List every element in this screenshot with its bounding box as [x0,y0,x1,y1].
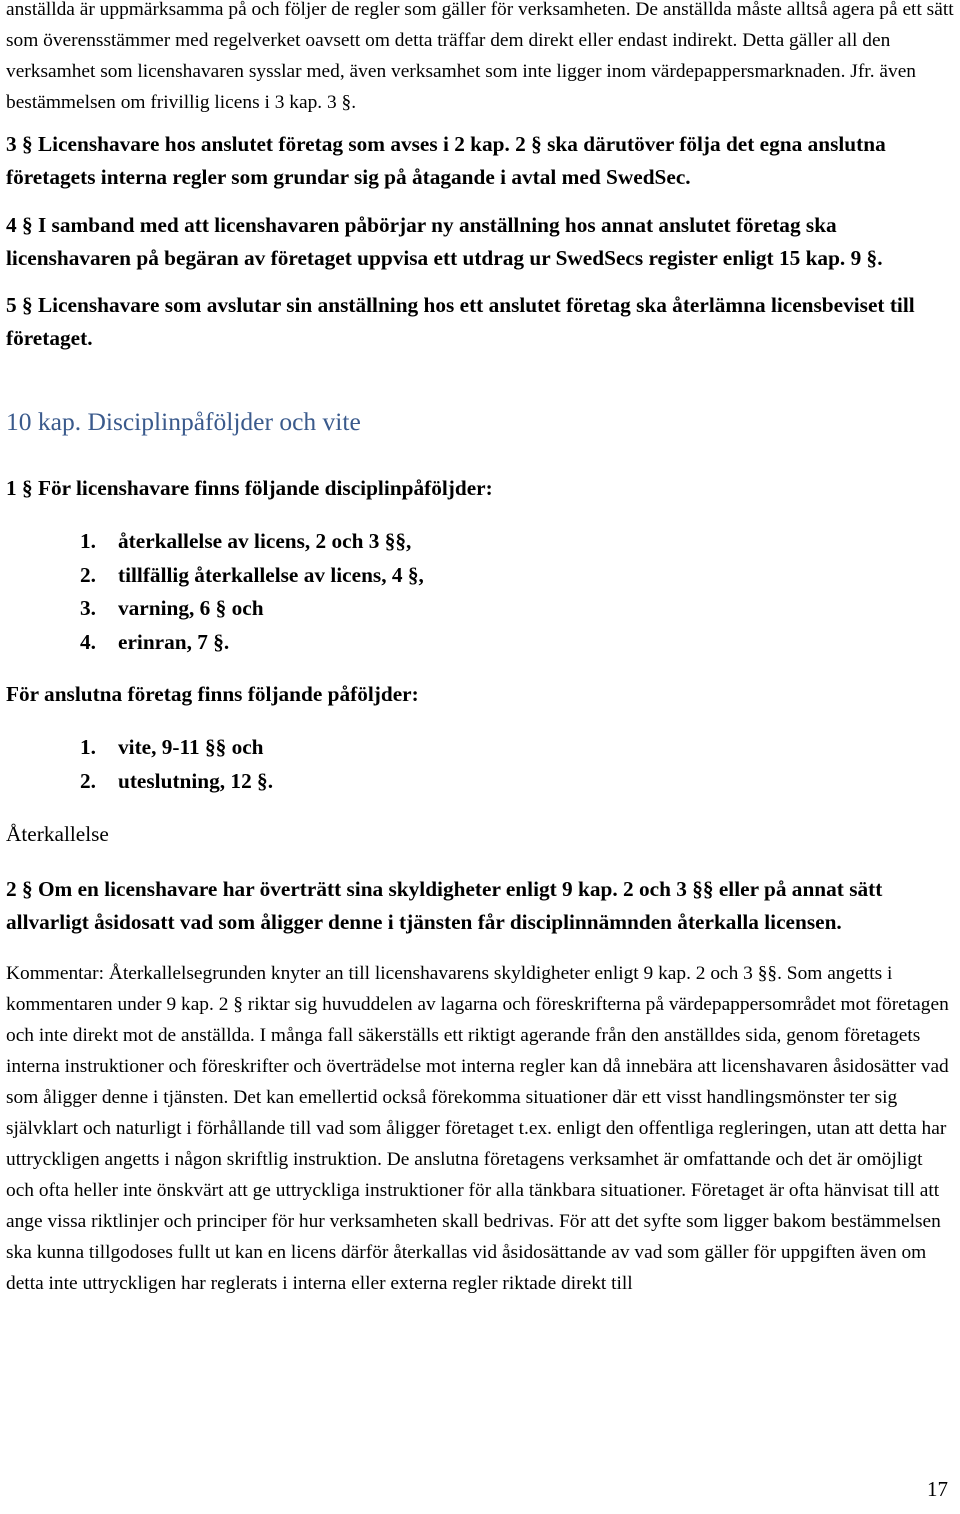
intro-paragraph: anställda är uppmärksamma på och följer de regler som gäller för verksamheten. De anställda måste alltså agera på ett sätt som överensstämmer med regelverket oavsett om detta träffar dem direkt eller endast indirekt. Detta gäller all den verksamhet som licenshavaren sysslar med, även verksamhet som inte ligger inom värdepappersmarknaden. Jfr. även bestämmelsen om frivillig licens i 3 kap. 3 §. [6,0,954,113]
page-number: 17 [927,1477,948,1501]
section-2-paragraph: 2 § Om en licenshavare har överträtt sina skyldigheter enligt 9 kap. 2 och 3 §§ eller på annat sätt allvarligt åsidosatt vad som åligger denne i tjänsten får disciplinnämnden återkalla licensen. [6,877,883,934]
list-item: 4. erinran, 7 §. [80,629,230,654]
section-4-paragraph: 4 § I samband med att licenshavaren påbörjar ny anställning hos annat anslutet företag ska licenshavaren på begäran av företaget uppvisa ett utdrag ur SwedSecs register enligt 15 kap. 9 §. [6,213,883,270]
commentary-paragraph: Kommentar: Återkallelsegrunden knyter an till licenshavarens skyldigheter enligt 9 kap. 2 och 3 §§. Som angetts i kommentaren under 9 kap. 2 § riktar sig huvuddelen av lagarna och föreskrifterna på värdepappersområdet mot företagen och inte direkt mot de anställda. I många fall säkerställs ett riktigt agerande från den anställdes sida, genom företagets interna instruktioner och föreskrifter och överträdelse mot interna regler kan då innebära att licenshavaren åsidosätter vad som åligger denne i tjänsten. Det kan emellertid också förekomma situationer där ett visst handlingsmönster ter sig självklart och naturligt i förhållande till vad som åligger företaget t.ex. enligt den offentliga regleringen, utan att detta har uttryckligen angetts i någon skriftlig instruktion. De anslutna företagens verksamhet är omfattande och det är omöjligt och ofta heller inte önskvärt att ge uttryckliga instruktioner för alla tänkbara situationer. Företaget är ofta hänvisat till att ange vissa riktlinjer och principer för hur verksamheten skall bedrivas. För att det syfte som ligger bakom bestämmelsen ska kunna tillgodoses fullt ut kan en licens därför återkallas vid åsidosättande av vad som gäller för uppgiften även om detta inte uttryckligen har reglerats i interna eller externa regler riktade direkt till [6,963,949,1294]
company-penalties-list [80,731,954,798]
list-item: 1. vite, 9-11 §§ och [80,735,264,759]
list-item: 2. uteslutning, 12 §. [80,768,274,793]
section-3-paragraph: 3 § Licenshavare hos anslutet företag som avses i 2 kap. 2 § ska därutöver följa det egna anslutna företagets interna regler som grundar sig på åtagande i avtal med SwedSec. [6,132,886,189]
companies-penalties-heading: För anslutna företag finns följande påföljder: [6,682,419,706]
section-5-paragraph: 5 § Licenshavare som avslutar sin anställning hos ett anslutet företag ska återlämna licensbeviset till företaget. [6,293,915,350]
list-item: 2. tillfällig återkallelse av licens, 4 §, [80,562,424,587]
subheading-aterkallelse: Återkallelse [6,822,109,846]
document-page [6,0,954,1299]
section-1-paragraph: 1 § För licenshavare finns följande disciplinpåföljder: [6,476,493,500]
licensee-penalties-list [80,525,954,659]
list-item: 1. återkallelse av licens, 2 och 3 §§, [80,529,412,553]
chapter-heading: 10 kap. Disciplinpåföljder och vite [6,407,361,436]
list-item: 3. varning, 6 § och [80,596,264,620]
